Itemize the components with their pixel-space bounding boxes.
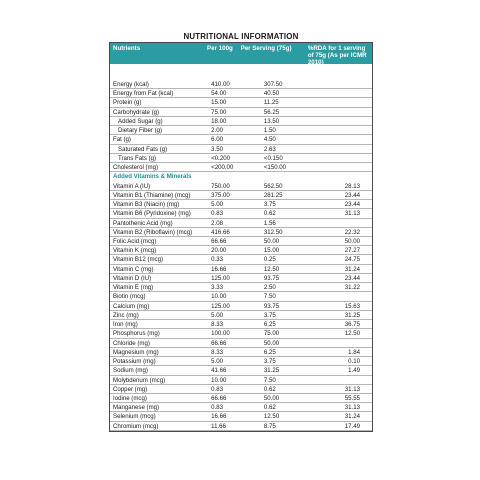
nutrient-name: Pantothenic Acid (mg) <box>113 219 173 227</box>
table-row <box>110 89 372 98</box>
value-rda: 55.55 <box>344 394 360 402</box>
nutrient-name: Biotin (mcg) <box>113 293 146 301</box>
section-label: Added Vitamins & Minerals <box>113 173 192 181</box>
nutrient-name: Vitamin B3 (Niacin) (mg) <box>113 201 180 209</box>
value-per-100g: 3.50 <box>211 145 224 153</box>
table-row <box>110 209 372 218</box>
value-per-100g: <200.00 <box>211 164 234 172</box>
value-per-serving: <0.150 <box>263 154 283 162</box>
table-row <box>110 108 372 117</box>
value-per-serving: 3.75 <box>263 201 276 209</box>
nutrient-name: Potassium (mg) <box>113 358 156 366</box>
nutrient-name: Zinc (mg) <box>113 311 139 319</box>
value-rda: 1.49 <box>348 367 360 375</box>
value-rda: 17.49 <box>344 422 360 430</box>
value-per-100g: 10.00 <box>211 376 227 384</box>
value-rda <box>306 126 372 134</box>
value-per-100g: 66.66 <box>211 339 227 347</box>
nutrient-name: Manganese (mg) <box>113 404 160 412</box>
value-per-serving: 0.62 <box>263 385 276 393</box>
value-rda: 31.22 <box>344 284 360 292</box>
value-rda <box>306 145 372 153</box>
value-per-serving: 13.50 <box>263 117 280 125</box>
table-row <box>110 200 372 209</box>
value-per-100g: 11.66 <box>211 422 226 430</box>
value-rda: 23.44 <box>344 201 360 209</box>
table-row <box>110 80 372 89</box>
value-per-serving: 93.75 <box>263 302 280 310</box>
value-rda <box>306 219 373 227</box>
nutrient-name: Iodine (mcg) <box>113 394 147 402</box>
table-row <box>110 145 372 154</box>
nutrient-name: Calcium (mg) <box>113 302 150 310</box>
nutrient-name: Added Sugar (g) <box>118 117 163 125</box>
value-per-100g: 75.00 <box>211 108 227 116</box>
value-per-serving: 2.63 <box>263 145 276 153</box>
table-row <box>110 255 372 264</box>
value-per-100g: 2.00 <box>211 127 224 135</box>
value-rda: 1.84 <box>348 348 360 356</box>
macronutrient-rows <box>110 80 372 172</box>
panel-title: NUTRITIONAL INFORMATION <box>183 31 299 41</box>
value-rda: 31.24 <box>344 265 360 273</box>
nutrient-name: Vitamin A (IU) <box>113 182 151 190</box>
nutrient-name: Copper (mg) <box>113 385 148 393</box>
value-per-serving: 1.56 <box>263 219 276 227</box>
nutrient-name: Vitamin B2 (Riboflavin) (mcg) <box>113 228 193 236</box>
value-rda: 12.50 <box>344 330 360 338</box>
value-per-100g: 66.66 <box>211 394 227 402</box>
value-per-serving: 0.62 <box>263 210 276 218</box>
value-per-serving: 2.50 <box>263 284 276 292</box>
nutrient-name: Fat (g) <box>113 136 131 144</box>
value-rda <box>306 163 373 171</box>
value-rda: 31.25 <box>344 311 360 319</box>
value-rda <box>306 135 373 143</box>
value-rda: 31.24 <box>344 413 360 421</box>
value-rda: 23.44 <box>344 191 360 199</box>
table-row <box>110 274 372 283</box>
nutrient-name: Energy (kcal) <box>113 81 149 88</box>
table-row <box>110 182 372 191</box>
value-per-serving: 0.25 <box>263 256 276 264</box>
value-per-serving: 15.00 <box>263 247 280 255</box>
section-heading <box>110 172 372 181</box>
table-row <box>110 320 372 329</box>
value-rda: 15.63 <box>344 302 360 310</box>
nutrient-name: Vitamin B1 (Thiamine) (mcg) <box>113 191 191 199</box>
value-per-100g: 750.00 <box>211 182 230 190</box>
nutrition-table <box>109 42 373 432</box>
value-per-serving: 11.25 <box>263 99 279 107</box>
value-per-100g: 20.00 <box>211 247 227 255</box>
header-per-100g: Per 100g <box>207 45 233 52</box>
value-per-100g: 0.83 <box>211 210 224 218</box>
value-per-serving: 3.75 <box>263 311 276 319</box>
table-row <box>110 339 372 348</box>
nutrient-name: Vitamin B12 (mcg) <box>113 256 164 264</box>
value-rda <box>306 292 373 300</box>
value-per-100g: 0.83 <box>211 404 224 412</box>
value-per-serving: 4.50 <box>263 136 276 144</box>
table-row <box>110 219 372 228</box>
value-per-100g: 5.00 <box>211 358 224 366</box>
value-per-100g: <0.200 <box>211 154 230 162</box>
nutrient-name: Vitamin K (mcg) <box>113 247 157 255</box>
value-per-100g: 375.00 <box>211 191 230 199</box>
table-row <box>110 357 372 366</box>
value-rda: 22.32 <box>344 228 360 236</box>
value-per-serving: 93.75 <box>263 274 280 282</box>
value-rda: 50.00 <box>344 237 360 245</box>
nutrient-name: Sodium (mg) <box>113 367 148 375</box>
value-per-100g: 410.00 <box>211 81 230 88</box>
value-per-100g: 416.66 <box>211 228 230 236</box>
table-row <box>110 163 372 172</box>
value-per-serving: 50.00 <box>263 339 280 347</box>
value-per-100g: 5.00 <box>211 201 224 209</box>
nutrient-name: Cholesterol (mg) <box>113 164 159 172</box>
nutrient-name: Iron (mg) <box>113 321 138 329</box>
value-rda <box>306 108 373 116</box>
value-per-serving: <150.00 <box>263 164 287 172</box>
value-rda: 31.13 <box>344 210 360 218</box>
value-rda <box>306 339 373 347</box>
value-per-serving: 31.25 <box>263 367 280 375</box>
value-per-100g: 125.00 <box>211 274 230 282</box>
table-row <box>110 237 372 246</box>
table-row <box>110 329 372 338</box>
table-row <box>110 228 372 237</box>
value-per-100g: 100.00 <box>211 330 230 338</box>
value-per-100g: 54.00 <box>211 90 227 98</box>
value-per-serving: 75.00 <box>263 330 280 338</box>
value-rda <box>306 117 372 125</box>
table-row <box>110 366 372 375</box>
table-row <box>110 283 372 292</box>
header-rda: %RDA for 1 serving of 75g (As per ICMR 2010) <box>307 45 367 66</box>
table-row <box>110 302 372 311</box>
table-row <box>110 154 372 163</box>
value-per-100g: 8.33 <box>211 348 224 356</box>
nutrient-name: Carbohydrate (g) <box>113 108 160 116</box>
value-per-100g: 0.33 <box>211 256 224 264</box>
nutrient-name: Trans Fats (g) <box>118 154 157 162</box>
value-per-serving: 7.50 <box>263 376 276 384</box>
table-row <box>110 412 372 421</box>
nutrient-name: Vitamin D (IU) <box>113 274 152 282</box>
value-per-100g: 10.00 <box>211 293 227 301</box>
table-row <box>110 376 372 385</box>
value-rda: 31.13 <box>344 404 360 412</box>
table-row <box>110 422 372 431</box>
nutrient-name: Magnesium (mg) <box>113 348 159 356</box>
table-row <box>110 292 372 301</box>
value-rda <box>306 89 373 97</box>
nutrient-name: Energy from Fat (kcal) <box>113 90 174 98</box>
nutrient-name: Phosphorus (mg) <box>113 330 160 338</box>
value-per-serving: 6.25 <box>263 321 276 329</box>
value-per-100g: 15.00 <box>211 99 227 107</box>
value-rda: 31.13 <box>344 385 360 393</box>
value-per-serving: 12.50 <box>263 413 280 421</box>
value-per-serving: 312.50 <box>263 228 283 236</box>
value-rda <box>306 376 373 384</box>
value-per-serving: 281.25 <box>263 191 283 199</box>
value-per-100g: 5.00 <box>211 311 224 319</box>
value-per-100g: 18.00 <box>211 117 227 125</box>
value-rda: 27.27 <box>344 247 360 255</box>
value-rda: 36.75 <box>344 321 360 329</box>
value-per-100g: 0.83 <box>211 385 224 393</box>
value-rda <box>306 98 373 106</box>
value-rda: 23.44 <box>344 274 360 282</box>
nutrient-name: Selenium (mcg) <box>113 413 156 421</box>
nutrient-name: Dietary Fiber (g) <box>118 127 163 135</box>
value-per-100g: 2.08 <box>211 219 224 227</box>
value-per-100g: 6.00 <box>211 136 224 144</box>
table-row <box>110 191 372 200</box>
value-rda <box>306 154 372 162</box>
value-per-100g: 125.00 <box>211 302 230 310</box>
table-row <box>110 265 372 274</box>
value-per-serving: 12.50 <box>263 265 280 273</box>
value-per-serving: 307.50 <box>263 81 283 88</box>
header-nutrients: Nutrients <box>113 45 141 52</box>
value-per-serving: 7.50 <box>263 293 276 301</box>
nutrient-name: Saturated Fats (g) <box>118 145 168 153</box>
table-row <box>110 126 372 135</box>
table-row <box>110 246 372 255</box>
value-rda: 0.10 <box>348 358 360 366</box>
nutrient-name: Vitamin C (mg) <box>113 265 154 273</box>
value-per-serving: 56.25 <box>263 108 280 116</box>
value-per-100g: 16.66 <box>211 265 227 273</box>
table-row <box>110 98 372 107</box>
value-rda: 24.75 <box>344 256 360 264</box>
table-header <box>110 43 372 64</box>
value-per-serving: 8.75 <box>263 422 276 430</box>
value-per-100g: 16.66 <box>211 413 227 421</box>
value-per-serving: 6.25 <box>263 348 276 356</box>
table-row <box>110 135 372 144</box>
nutrient-name: Vitamin B6 (Pyridoxine) (mg) <box>113 210 191 218</box>
value-per-100g: 41.66 <box>211 367 227 375</box>
nutrient-name: Chromium (mcg) <box>113 422 159 430</box>
table-row <box>110 403 372 412</box>
nutrient-name: Vitamin E (mg) <box>113 284 154 292</box>
nutrient-name: Protein (g) <box>113 99 142 107</box>
value-rda <box>306 80 373 88</box>
nutrient-name: Chloride (mg) <box>113 339 150 347</box>
header-spacer <box>110 64 372 80</box>
table-row <box>110 348 372 357</box>
nutrient-name: Molybdenum (mcg) <box>113 376 166 384</box>
value-per-serving: 0.62 <box>263 404 276 412</box>
value-per-serving: 3.75 <box>263 358 276 366</box>
header-per-serving: Per Serving (75g) <box>240 45 292 52</box>
value-rda: 28.13 <box>344 182 360 190</box>
value-per-serving: 50.00 <box>263 237 280 245</box>
table-row <box>110 117 372 126</box>
table-row <box>110 311 372 320</box>
nutrition-panel <box>109 30 373 432</box>
value-per-100g: 8.33 <box>211 321 224 329</box>
table-row <box>110 394 372 403</box>
value-per-serving: 1.50 <box>263 127 276 135</box>
nutrient-name: Folic Acid (mcg) <box>113 237 157 245</box>
value-per-serving: 40.50 <box>263 90 280 98</box>
table-row <box>110 385 372 394</box>
value-per-100g: 66.66 <box>211 237 227 245</box>
value-per-100g: 3.33 <box>211 284 224 292</box>
vitamin-mineral-rows <box>110 182 372 431</box>
value-per-serving: 50.00 <box>263 394 280 402</box>
value-per-serving: 562.50 <box>263 182 283 190</box>
